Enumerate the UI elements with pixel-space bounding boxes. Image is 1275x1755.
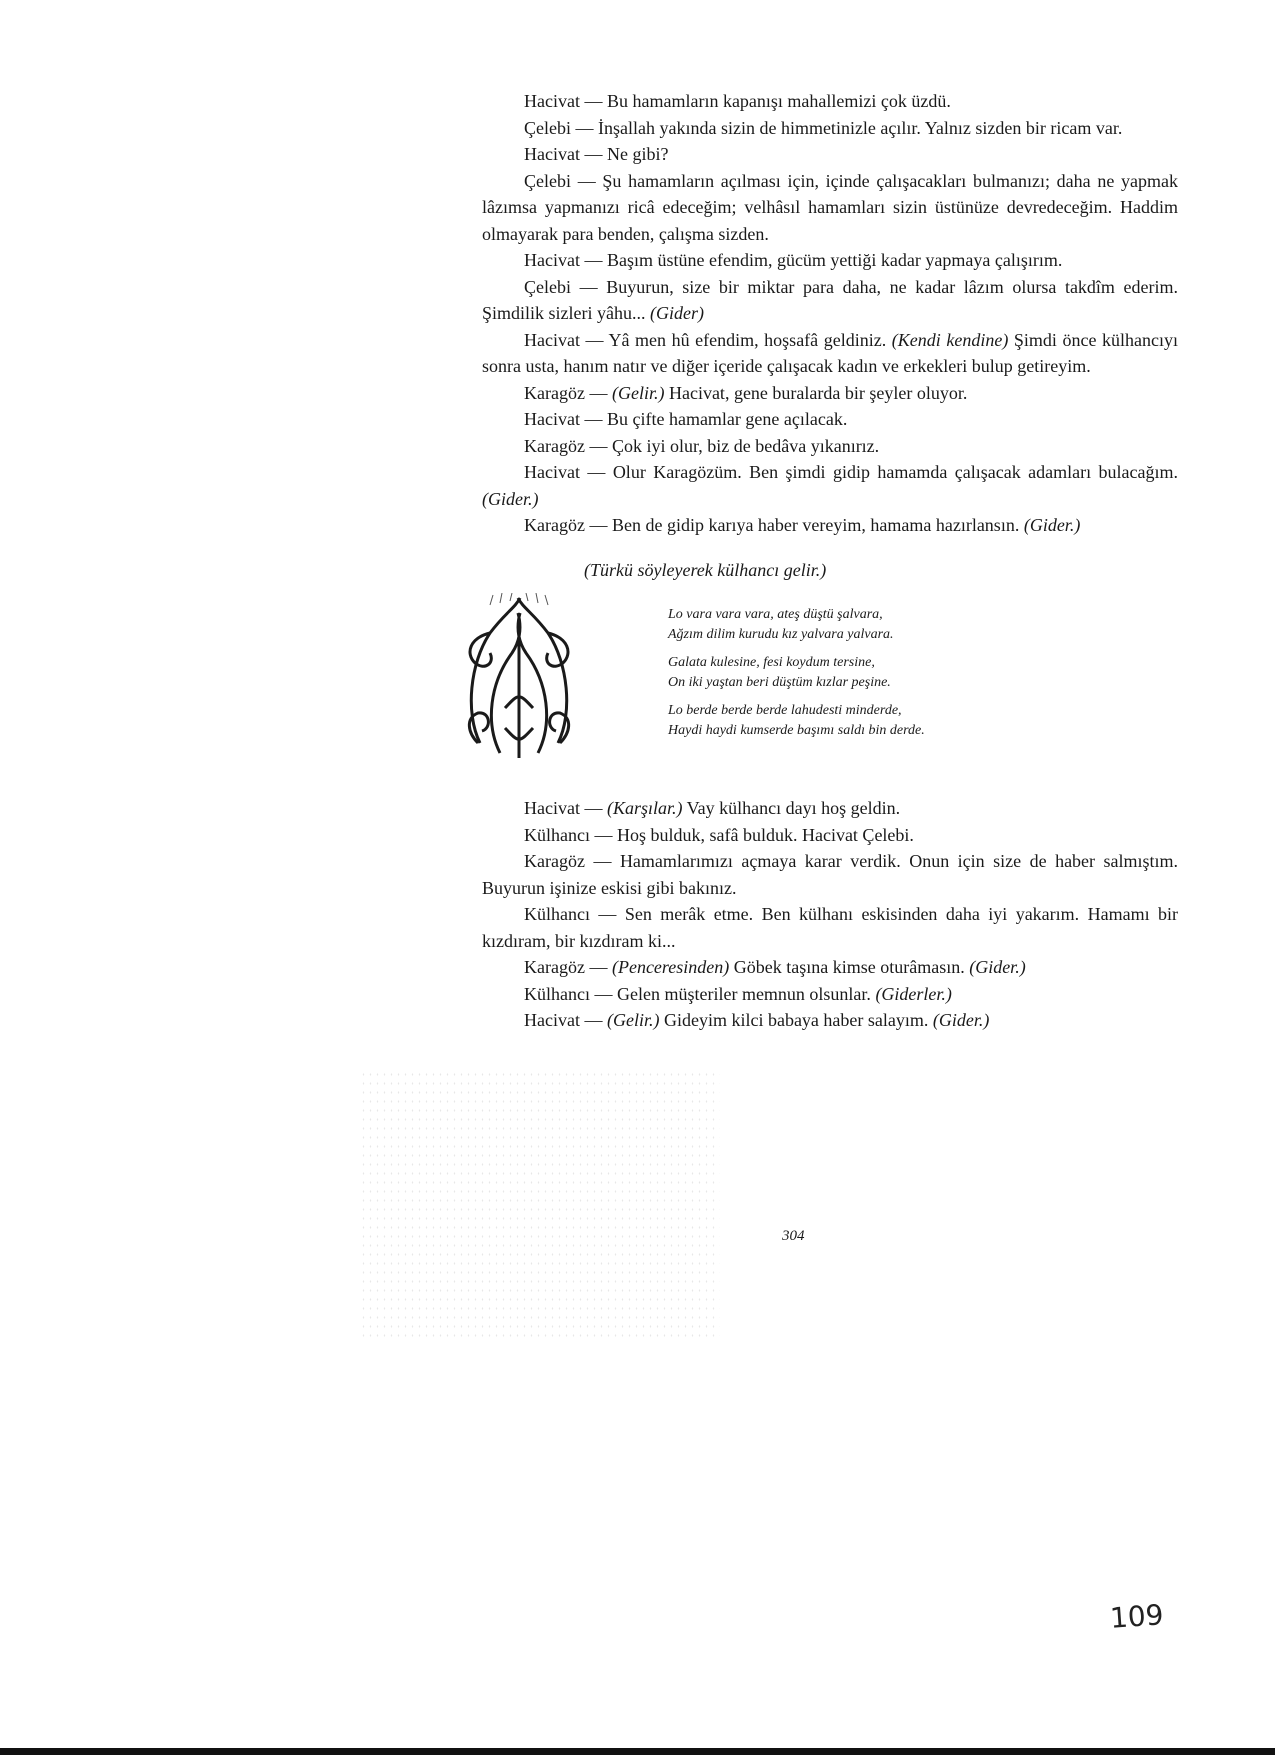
song-block <box>482 593 1178 773</box>
dialogue-line <box>482 168 1178 248</box>
stage-direction-center: (Türkü söyleyerek külhancı gelir.) <box>584 559 827 580</box>
dialogue-text: Şu hamamların açılması için, içinde çalışacakları bulmanızı; daha ne yapmak lâzımsa yapmanızı ricâ edeceğim; velhâsıl hamamları sizin üstünüze devredeceğim. Haddim olmayarak para benden, çalışma sizden. <box>482 170 1179 244</box>
dialogue-line <box>482 380 1178 407</box>
speaker-name: Çelebi <box>524 170 571 191</box>
play-text <box>482 88 1178 1034</box>
dialogue-line <box>482 954 1178 981</box>
dialogue-text: Çok iyi olur, biz de bedâva yıkanırız. <box>611 435 880 456</box>
stage-direction: (Gider.) <box>932 1010 990 1030</box>
dialogue-line <box>482 247 1178 274</box>
dialogue-dash: — <box>584 91 603 111</box>
dialogue-text: Gideyim kilci babaya haber salayım. <box>663 1010 929 1030</box>
dialogue-text: Göbek taşına kimse oturâmasın. <box>733 957 965 977</box>
speaker-name: Karagöz <box>524 851 585 871</box>
dialogue-line <box>482 795 1178 822</box>
dialogue-line <box>482 433 1178 460</box>
stage-direction: (Karşılar.) <box>606 798 683 818</box>
handwritten-page-number: 109 <box>1108 1598 1165 1635</box>
stage-direction: (Gider.) <box>482 488 539 509</box>
dialogue-line <box>482 327 1178 380</box>
dialogue-line <box>482 512 1178 539</box>
dialogue-text: Ben de gidip karıya haber vereyim, hamama hazırlansın. <box>611 515 1020 535</box>
dialogue-line <box>482 1007 1178 1034</box>
dialogue-text: Olur Karagözüm. Ben şimdi gidip hamamda çalışacak adamları bulacağım. <box>612 462 1178 482</box>
dialogue-dash: — <box>584 409 603 429</box>
speaker-name: Hacivat <box>524 144 580 164</box>
dialogue-dash: — <box>575 117 594 138</box>
dialogue-text: Gelen müşteriler memnun olsunlar. <box>616 983 871 1004</box>
speaker-name: Karagöz <box>524 957 585 977</box>
dialogue-line <box>482 822 1178 849</box>
dialogue-dash: — <box>584 250 603 270</box>
dialogue-text: Bu hamamların kapanışı mahallemizi çok üzdü. <box>606 91 951 111</box>
speaker-name: Hacivat <box>524 462 580 482</box>
speaker-name: Çelebi <box>524 276 571 297</box>
dialogue-dash: — <box>594 824 613 845</box>
stage-direction: (Gider.) <box>969 957 1026 977</box>
dialogue-line <box>482 459 1178 512</box>
song-stanza <box>668 605 1088 645</box>
dialogue-text: Hamamlarımızı açmaya karar verdik. Onun için size de haber salmıştım. Buyurun işinize eskisi gibi bakınız. <box>482 851 1179 898</box>
dialogue-text: Vay külhancı dayı hoş geldin. <box>686 798 901 818</box>
stage-direction: (Penceresinden) <box>611 957 730 977</box>
stage-direction: (Gelir.) <box>611 382 665 403</box>
dialogue-line <box>482 115 1178 142</box>
speaker-name: Külhancı <box>524 904 590 924</box>
speaker-name: Karagöz <box>524 515 585 535</box>
dialogue-dash: — <box>593 851 612 871</box>
song-line: Lo berde berde berde lahudesti minderde, <box>668 703 902 718</box>
speaker-name: Karagöz <box>524 435 585 456</box>
speaker-name: Hacivat <box>524 91 580 111</box>
dialogue-text: Bu çifte hamamlar gene açılacak. <box>606 409 848 429</box>
stage-direction: (Giderler.) <box>875 983 952 1004</box>
stage-direction: (Gelir.) <box>606 1010 660 1030</box>
dialogue-text: Ne gibi? <box>606 144 669 164</box>
stage-direction: (Kendi kendine) <box>891 329 1009 350</box>
page-number: 304 <box>782 1228 805 1244</box>
speaker-name: Külhancı <box>524 824 590 845</box>
stage-direction: (Gider) <box>650 303 704 323</box>
dialogue-dash: — <box>584 1010 603 1030</box>
dialogue-bottom <box>482 795 1178 1034</box>
dialogue-line <box>482 981 1178 1008</box>
dialogue-dash: — <box>585 329 604 350</box>
speaker-name: Hacivat <box>524 409 580 429</box>
dialogue-dash: — <box>577 170 596 191</box>
song-line: Haydi haydi kumserde başımı saldı bin derde. <box>668 723 925 738</box>
dialogue-dash: — <box>594 983 613 1004</box>
scan-bottom-edge <box>0 1748 1275 1755</box>
song-line: Ağzım dilim kurudu kız yalvara yalvara. <box>668 627 894 642</box>
dialogue-text: Hoş bulduk, safâ bulduk. Hacivat Çelebi. <box>616 824 914 845</box>
dialogue-text: İnşallah yakında sizin de himmetinizle açılır. Yalnız sizden bir ricam var. <box>598 117 1123 138</box>
speaker-name: Hacivat <box>524 1010 580 1030</box>
speaker-name: Hacivat <box>524 250 580 270</box>
song-line: Galata kulesine, fesi koydum tersine, <box>668 655 875 670</box>
dialogue-dash: — <box>589 957 608 977</box>
dialogue-text: Sen merâk etme. Ben külhanı eskisinden daha iyi yakarım. Hamamı bir kızdıram, bir kızdıram ki... <box>482 904 1179 951</box>
speaker-name: Çelebi <box>524 117 571 138</box>
speaker-name: Külhancı <box>524 983 590 1004</box>
dialogue-line <box>482 141 1178 168</box>
dialogue-text: Şimdi önce külhancıyı sonra usta, hanım natır ve diğer içeride çalışacak kadın ve erkekleri bulup getireyim. <box>482 329 1179 376</box>
dialogue-text: Buyurun, size bir miktar para daha, ne kadar lâzım olursa takdîm ederim. Şimdilik sizleri yâhu... <box>482 276 1178 323</box>
stage-direction: (Gider.) <box>1023 515 1081 535</box>
dialogue-dash: — <box>579 276 598 297</box>
dialogue-text: Hacivat, gene buralarda bir şeyler oluyor. <box>668 382 968 403</box>
dialogue-line <box>482 848 1178 901</box>
scan-speckle <box>360 1070 720 1340</box>
dialogue-line <box>482 406 1178 433</box>
song-stanza <box>668 653 1088 693</box>
dialogue-line <box>482 88 1178 115</box>
dialogue-dash: — <box>598 904 617 924</box>
dialogue-line <box>482 901 1178 954</box>
dialogue-top <box>482 88 1178 539</box>
song-line: Lo vara vara vara, ateş düştü şalvara, <box>668 607 883 622</box>
song-verses <box>668 605 1088 749</box>
karagoz-ornament-icon <box>460 593 578 763</box>
dialogue-text: Yâ men hû efendim, hoşsafâ geldiniz. <box>608 329 887 350</box>
song-line: On iki yaştan beri düştüm kızlar peşine. <box>668 675 891 690</box>
dialogue-line <box>482 274 1178 327</box>
dialogue-dash: — <box>584 798 603 818</box>
speaker-name: Karagöz <box>524 382 585 403</box>
dialogue-text: Başım üstüne efendim, gücüm yettiği kadar yapmaya çalışırım. <box>606 250 1063 270</box>
dialogue-dash: — <box>584 144 603 164</box>
dialogue-dash: — <box>589 515 608 535</box>
song-stanza <box>668 701 1088 741</box>
dialogue-dash: — <box>589 435 608 456</box>
speaker-name: Hacivat <box>524 798 580 818</box>
dialogue-dash: — <box>587 462 606 482</box>
speaker-name: Hacivat <box>524 329 580 350</box>
dialogue-dash: — <box>589 382 608 403</box>
